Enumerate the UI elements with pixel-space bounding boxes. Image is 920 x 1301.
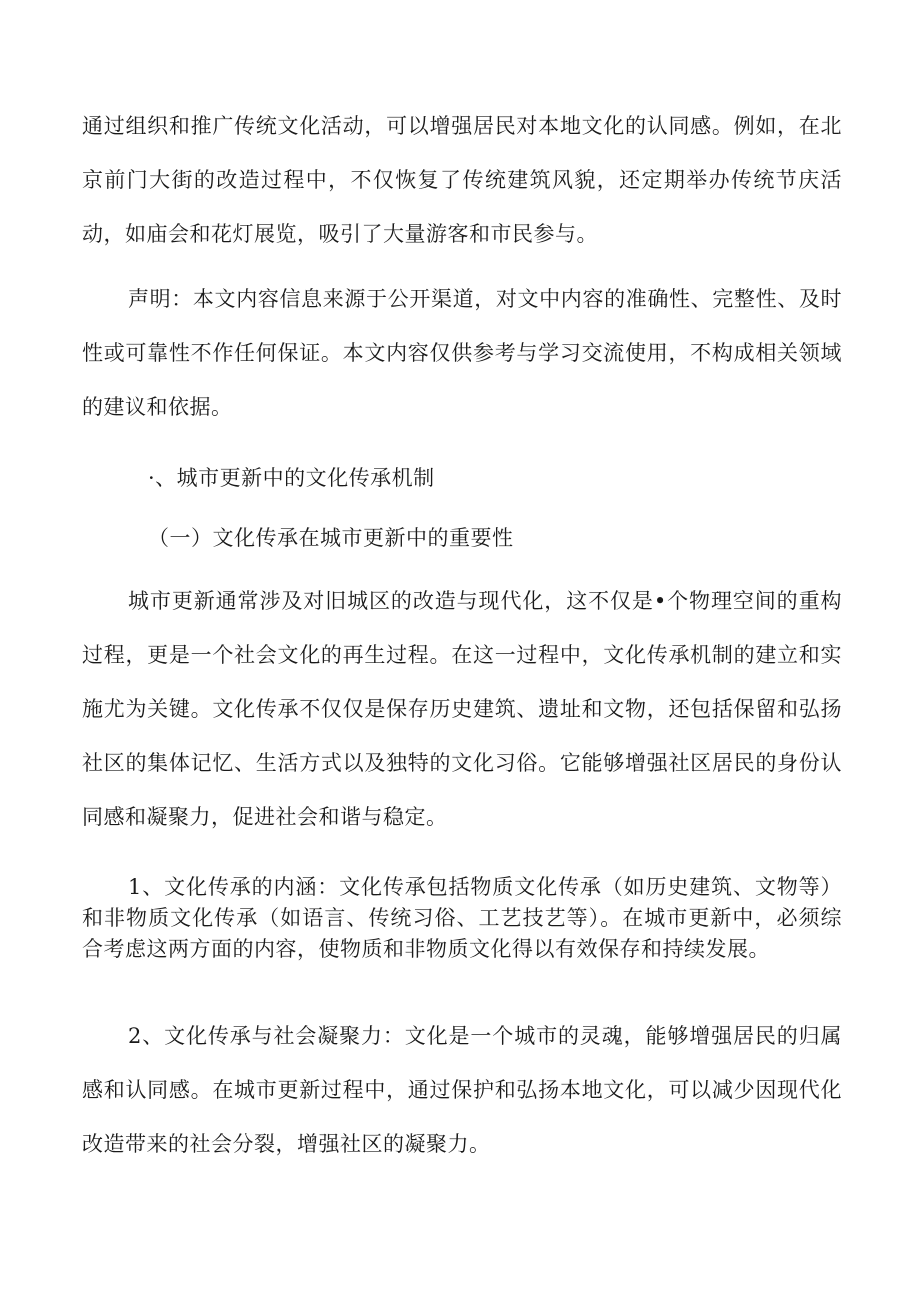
main-paragraph: 城市更新通常涉及对旧城区的改造与现代化，这不仅是•个物理空间的重构过程，更是一个社会文化的再生过程。在这一过程中，文化传承机制的建立和实施尤为关键。文化传承不仅仅是保存历史建筑、遗址和文物，还包括保留和弘扬社区的集体记忆、生活方式以及独特的文化习俗。它能够增强社区居民的身份认同感和凝聚力，促进社会和谐与稳定。 — [82, 589, 842, 829]
disclaimer-paragraph: 声明：本文内容信息来源于公开渠道，对文中内容的准确性、完整性、及时性或可靠性不作任何保证。本文内容仅供参考与学习交流使用，不构成相关领域的建议和依据。 — [82, 287, 842, 419]
list-item-2: 2、文化传承与社会凝聚力：文化是一个城市的灵魂，能够增强居民的归属感和认同感。在城市更新过程中，通过保护和弘扬本地文化，可以减少因现代化改造带来的社会分裂，增强社区的凝聚力。 — [82, 1024, 842, 1156]
section-heading: ·、城市更新中的文化传承机制 — [148, 466, 435, 490]
intro-paragraph: 通过组织和推广传统文化活动，可以增强居民对本地文化的认同感。例如，在北京前门大街的改造过程中，不仅恢复了传统建筑风貌，还定期举办传统节庆活动，如庙会和花灯展览，吸引了大量游客和市民参与。 — [82, 114, 842, 246]
subsection-heading: （一）文化传承在城市更新中的重要性 — [148, 526, 514, 550]
list-item-1: 1、文化传承的内涵：文化传承包括物质文化传承（如历史建筑、文物等）和非物质文化传承（如语言、传统习俗、工艺技艺等）。在城市更新中，必须综合考虑这两方面的内容，使物质和非物质文化得以有效保存和持续发展。 — [82, 875, 842, 961]
